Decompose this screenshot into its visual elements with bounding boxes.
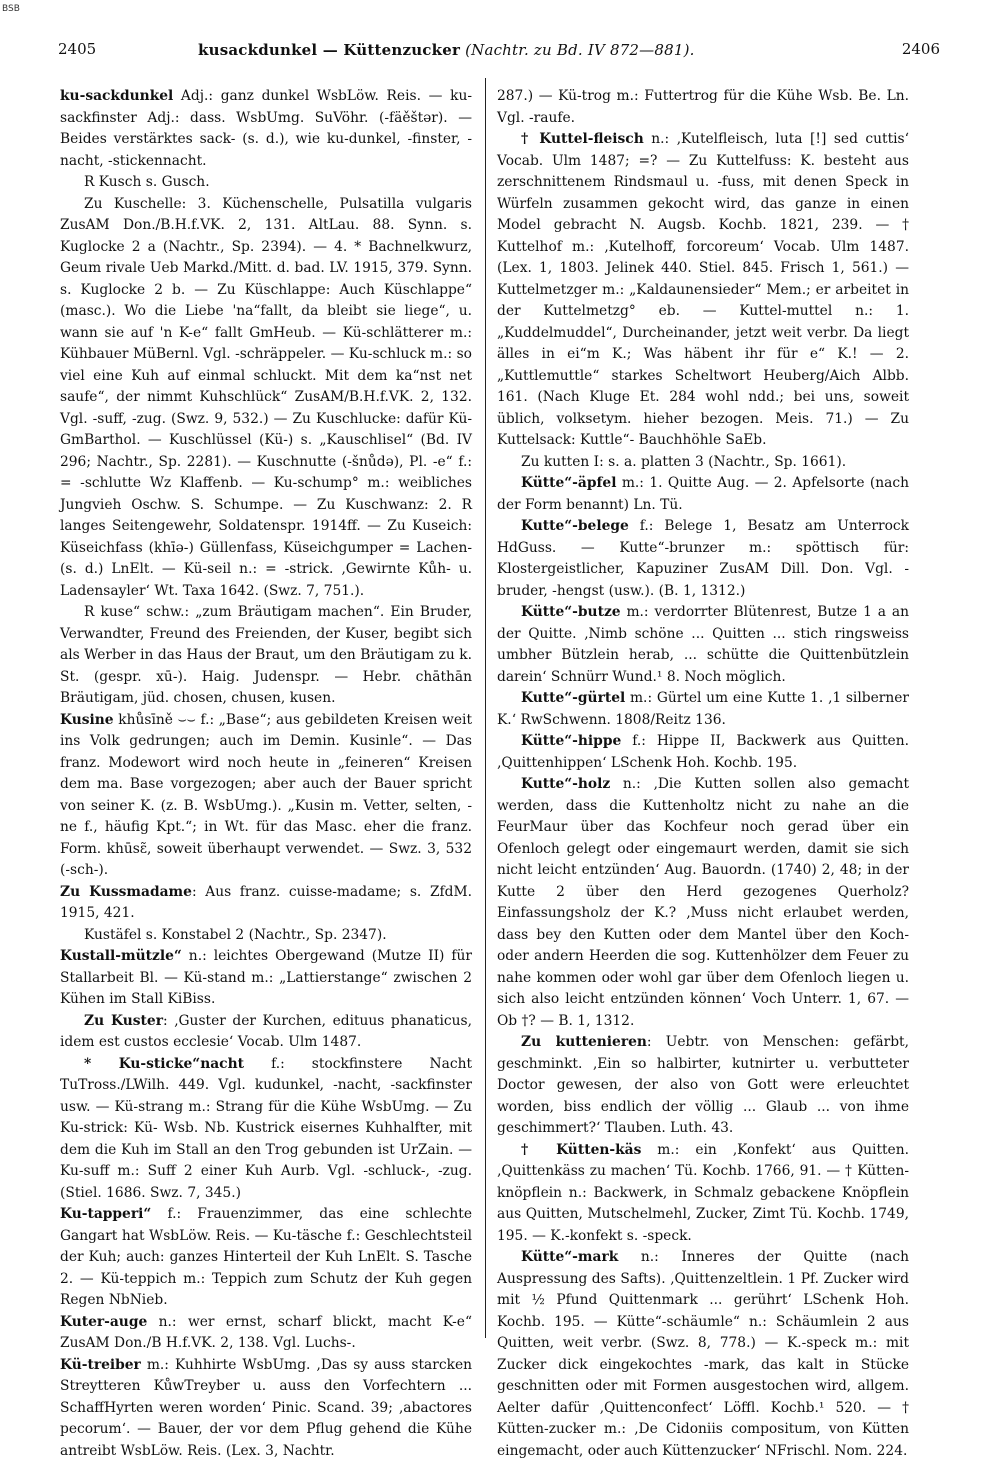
entry-text: n.: ‚Kutelfleisch, luta [!] sed cuttis‘ Vocab. Ulm 1487; =? — Zu Kuttelfuss: K. besteht aus zerschnittenem Rindsmaul u. -fuss, mit denen Speck in Würfeln zusammen gekocht wird, das ganze in einen Model gebracht N. Augsb. Kochb. 1821, 239. — † Kuttelhof m.: ‚Kutelhoff, forcoreum‘ Vocab. Ulm 1487. (Lex. 1, 1803. Jelinek 440. Stiel. 845. Frisch 1, 561.) — Kuttelmetzger m.: „Kaldaunensieder“ Mem.; er arbeitet in der Kuttelmetzg° eb. — Kuttel-muttel n.: 1. „Kuddelmuddel“, Durcheinander, jetzt weit verbr. Da liegt älles in ei“m K.; Was häbent ihr für e“ K.! — 2. „Kuttlemuttle“ starkes Scheltwort Heuberg/Aich Albb. 161. (Nach Kluge Et. 284 wohl ndd.; bei uns, soweit üblich, volksetym. hieher bezogen. Meis. 71.) — Zu Kuttelsack: Kuttle“- Bauchhöhle SaEb.	[497, 131, 909, 448]
page-header	[58, 40, 940, 68]
dictionary-entry	[497, 1140, 909, 1248]
entry-text: m.: verdorrter Blütenrest, Butze 1 a an der Quitte. ‚Nimb schöne ... Quitten ... stich ringsweiss umbher Bützlein herab, ... schütte die Quittenbützlein darein‘ Schnürr Wund.¹ 8. Noch möglich.	[497, 604, 909, 685]
entry-text: R Kusch s. Gusch.	[84, 174, 210, 190]
headword: Ku-tapperi“	[60, 1206, 151, 1222]
entry-text: m.: 1. Quitte Aug. — 2. Apfelsorte (nach der Form benannt) Ln. Tü.	[497, 475, 909, 513]
entry-text: m.: Gürtel um eine Kutte 1. ‚1 silberner K.‘ RwSchwenn. 1808/Reitz 136.	[497, 690, 909, 728]
entry-text: n.: leichtes Obergewand (Mutze II) für Stallarbeit Bl. — Kü-stand m.: „Lattierstange“ zwischen 2 Kühen im Stall KiBiss.	[60, 948, 472, 1007]
headword: Kütte“-butze	[521, 604, 621, 620]
dictionary-entry	[497, 731, 909, 774]
entry-text: f.: Hippe II, Backwerk aus Quitten. ‚Quittenhippen‘ LSchenk Hoh. Kochb. 195.	[497, 733, 909, 771]
dictionary-entry	[497, 129, 909, 452]
entry-text: Adj.: ganz dunkel WsbLöw. Reis. — ku-sackfinster Adj.: dass. WsbUmg. SuVöhr. (-fäěštər). — Beides verstärktes sack- (s. d.), wie ku-dunkel, -finster, -nacht, -stickennacht.	[60, 88, 472, 169]
running-head-lemmas: kusackdunkel — Küttenzucker	[198, 41, 460, 59]
entry-text: f.: Belege 1, Besatz am Unterrock HdGuss. — Kutte“-brunzer m.: spöttisch für: Klostergeistlicher, Kapuziner ZusAM Dill. Don. Vgl. -bruder, -hengst (usw.). (B. 1, 1312.)	[497, 518, 909, 599]
headword: Kutte“-holz	[521, 776, 610, 792]
column-divider	[485, 78, 486, 1338]
headword: Kütte“-mark	[521, 1249, 618, 1265]
dictionary-entry	[60, 946, 472, 1011]
headword: Zu Kuster	[84, 1013, 163, 1029]
headword: Kü-treiber	[60, 1357, 141, 1373]
entry-text: n.: wer ernst, scharf blickt, macht K-e“ ZusAM Don./B H.f.VK. 2, 138. Vgl. Luchs-.	[60, 1314, 472, 1352]
dictionary-entry	[497, 774, 909, 1032]
entry-text: m.: ein ‚Konfekt‘ aus Quitten. ‚Quittenkäss zu machen‘ Tü. Kochb. 1766, 91. — † Kütten-knöpflein n.: Backwerk, in Schmalz gebackene Knöpflein aus Quitten, Mutschelmehl, Zucker, Zimt Tü. Kochb. 1749, 195. — K.-konfekt s. -speck.	[497, 1142, 909, 1244]
entry-text: Zu kutten I: s. a. platten 3 (Nachtr., Sp. 1661).	[521, 454, 846, 470]
dictionary-entry	[60, 1312, 472, 1355]
entry-text: khůsīně ⌣⌣ f.: „Base“; aus gebildeten Kreisen weit ins Volk gedrungen; auch im Demin. Kusinle“. — Das franz. Modewort wird noch heute in „feineren“ Kreisen dem ma. Base vorgezogen; aber auch der Bauer spricht von seiner K. (z. B. WsbUmg.). „Kusin m. Vetter, selten, -ne f., häufig Kpt.“; in Wt. für das Masc. eher die franz. Form. khūsɛ̃, soweit überhaupt verwendet. — Swz. 3, 532 (-sch-).	[60, 712, 472, 879]
dictionary-entry	[497, 516, 909, 602]
library-stamp: BSB	[2, 4, 20, 14]
entry-text: : Uebtr. von Menschen: gefärbt, geschminkt. ‚Ein so halbirter, kutnirter u. verbutteter Doctor gewesen, der also von Gott were erleuchtet worden, biss endlich der völlig ... Glaub ... von ihme geschimmert?‘ Tlauben. Luth. 43.	[497, 1034, 909, 1136]
dictionary-entry	[497, 86, 909, 129]
dictionary-entry	[497, 1032, 909, 1140]
headword: † Kütten-käs	[521, 1142, 641, 1158]
dictionary-entry	[60, 882, 472, 925]
running-head-note: (Nachtr. zu Bd. IV 872—881).	[465, 41, 695, 59]
entry-text: Zu Kuschelle: 3. Küchenschelle, Pulsatilla vulgaris ZusAM Don./B.H.f.VK. 2, 131. AltLau. 88. Synn. s. Kuglocke 2 a (Nachtr., Sp. 2394). — 4. * Bachnelkwurz, Geum rivale Ueb Markd./Mitt. d. bad. LV. 1915, 379. Synn. s. Kuglocke 2 b. — Zu Küschlappe: Auch Küschlappe“ (masc.). Wo die Liebe 'na“fallt, da bleibt sie liege“, u. wann sie auf 'n K-e“ fallt GmHeub. — Kü-schlätterer m.: Kühbauer MüBernl. Vgl. -schräppeler. — Ku-schluck m.: so viel eine Kuh auf einmal schluckt. Mit dem ka“nst net saufe“, der nimmt Kuhschlück“ ZusAM/B.H.f.VK. 2, 132. Vgl. -suff, -zug. (Swz. 9, 532.) — Zu Kuschlucke: dafür Kü- GmBarthol. — Kuschlüssel (Kü-) s. „Kauschlisel“ (Bd. IV 296; Nachtr., Sp. 2281). — Kuschnutte (-šnůdə), Pl. -e“ f.: = -schlutte Wz Klaffenb. — Ku-schump° m.: weibliches Jungvieh Oschw. S. Schumpe. — Zu Kuschwanz: 2. R langes Seitengewehr, Soldatenspr. 1914ff. — Zu Kuseich: Küseichfass (khīə-) Güllenfass, Küseichgumper = Lachen- (s. d.) LnElt. — Kü-seil n.: = -strick. ‚Gewirnte Kůh- u. Ladensayler‘ Wt. Taxa 1642. (Swz. 7, 751.).	[60, 196, 472, 599]
dictionary-entry	[60, 925, 472, 947]
page-number-right: 2406	[902, 40, 940, 58]
dictionary-entry	[60, 194, 472, 603]
headword: † Kuttel-fleisch	[521, 131, 644, 147]
entry-text: R kuse“ schw.: „zum Bräutigam machen“. Ein Bruder, Verwandter, Freund des Freienden, der Kuser, begibt sich als Werber in das Haus der Braut, um den Bräutigam zu k. St. (gespr. xū-). Haig. Judenspr. — Hebr. chāthān Bräutigam, jüd. chosen, chusen, kusen.	[60, 604, 472, 706]
dictionary-entry	[60, 86, 472, 172]
dictionary-entry	[60, 1204, 472, 1312]
headword: Zu kuttenieren	[521, 1034, 647, 1050]
entry-text: m.: Kuhhirte WsbUmg. ‚Das sy auss starcken Streytteren KůwTreyber u. auss den Vorfechtern ... SchaffHyrten weren worden‘ Pinic. Scand. 39; ‚abactores pecorum‘. — Bauer, der vor dem Pflug gehend die Kühe antreibt WsbLöw. Reis. (Lex. 3, Nachtr.	[60, 1357, 472, 1459]
headword: Kuter-auge	[60, 1314, 147, 1330]
headword: Kustall-mützle“	[60, 948, 182, 964]
dictionary-entry	[60, 1054, 472, 1205]
headword: Kutte“-gürtel	[521, 690, 625, 706]
dictionary-entry	[497, 688, 909, 731]
entry-text: f.: Frauenzimmer, das eine schlechte Gangart hat WsbLöw. Reis. — Ku-täsche f.: Geschlechtsteil der Kuh; auch: ganzes Hinterteil der Kuh LnElt. S. Tasche 2. — Kü-teppich m.: Teppich zum Schutz der Kuh gegen Regen NbNieb.	[60, 1206, 472, 1308]
entry-text: : Aus franz. cuisse-madame; s. ZfdM. 1915, 421.	[60, 884, 472, 922]
dictionary-entry	[60, 172, 472, 194]
dictionary-entry	[497, 1247, 909, 1462]
headword: * Ku-sticke“nacht	[84, 1056, 244, 1072]
headword: Kütte“-hippe	[521, 733, 621, 749]
left-column	[60, 86, 472, 1462]
dictionary-entry	[497, 452, 909, 474]
entry-text: : ‚Guster der Kurchen, edituus phanaticus, idem est custos ecclesie‘ Vocab. Ulm 1487.	[60, 1013, 472, 1051]
headword: Kusine	[60, 712, 114, 728]
entry-text: 287.) — Kü-trog m.: Futtertrog für die Kühe Wsb. Be. Ln. Vgl. -raufe.	[497, 88, 909, 126]
entry-text: Kustäfel s. Konstabel 2 (Nachtr., Sp. 2347).	[84, 927, 387, 943]
dictionary-entry	[60, 1355, 472, 1462]
headword: Kutte“-belege	[521, 518, 629, 534]
dictionary-entry	[60, 710, 472, 882]
running-head	[198, 41, 695, 59]
dictionary-entry	[497, 602, 909, 688]
headword: Kütte“-äpfel	[521, 475, 616, 491]
dictionary-entry	[60, 1011, 472, 1054]
right-column	[497, 86, 909, 1462]
dictionary-entry	[60, 602, 472, 710]
headword: Zu Kussmadame	[60, 884, 192, 900]
entry-text: n.: Inneres der Quitte (nach Auspressung des Safts). ‚Quittenzeltlein. 1 Pf. Zucker wird mit ½ Pfund Quittenmark ... gerührt‘ LSchenk Hoh. Kochb. 195. — Kütte“-schäumle“ n.: Schäumlein 2 aus Quitten, weit verbr. (Swz. 8, 778.) — K.-speck m.: mit Zucker dick eingekochtes -mark, das kalt in Stücke geschnitten oder mit Formen ausgestochen wird, allgem. Aelter dafür ‚Quittenconfect‘ Löffl. Kochb.¹ 520. — † Kütten-zucker m.: ‚De Cidoniis compositum, von Kütten eingemacht, oder auch Küttenzucker‘ NFrischl. Nom. 224.	[497, 1249, 909, 1459]
headword: ku-sackdunkel	[60, 88, 173, 104]
dictionary-entry	[497, 473, 909, 516]
entry-text: f.: stockfinstere Nacht TuTross./LWilh. 449. Vgl. kudunkel, -nacht, -sackfinster usw. — Kü-strang m.: Strang für die Kühe WsbUmg. — Zu Ku-strick: Kü- Wsb. Nb. Kustrick eisernes Kuhhalfter, mit dem die Kuh im Stall an den Trog gebunden ist UrZain. — Ku-suff m.: Suff 2 einer Kuh Aurb. Vgl. -schluck-, -zug. (Stiel. 1686. Swz. 7, 345.)	[60, 1056, 472, 1201]
entry-text: n.: ‚Die Kutten sollen also gemacht werden, dass die Kuttenholtz nicht zu nahe an die FeurMaur über das Kochfeur noch gerad über ein Ofenloch gelegt oder eingemaurt werden, damit sie sich nicht leicht entzünden‘ Aug. Bauordn. (1740) 2, 48; in der Kutte 2 über den Herd gezogenes Querholz? Einfassungsholz der K.? ‚Muss nicht erlaubet werden, dass bey den Kutten oder dem Mantel über den Koch- oder andern Heerden die sog. Kuttenhölzer dem Feuer zu nahe kommen oder wohl gar über dem Ofenloch liegen u. sich also leicht entzünden können‘ Voch Unterr. 1, 67. — Ob †? — B. 1, 1312.	[497, 776, 909, 1029]
page-number-left: 2405	[58, 40, 96, 58]
